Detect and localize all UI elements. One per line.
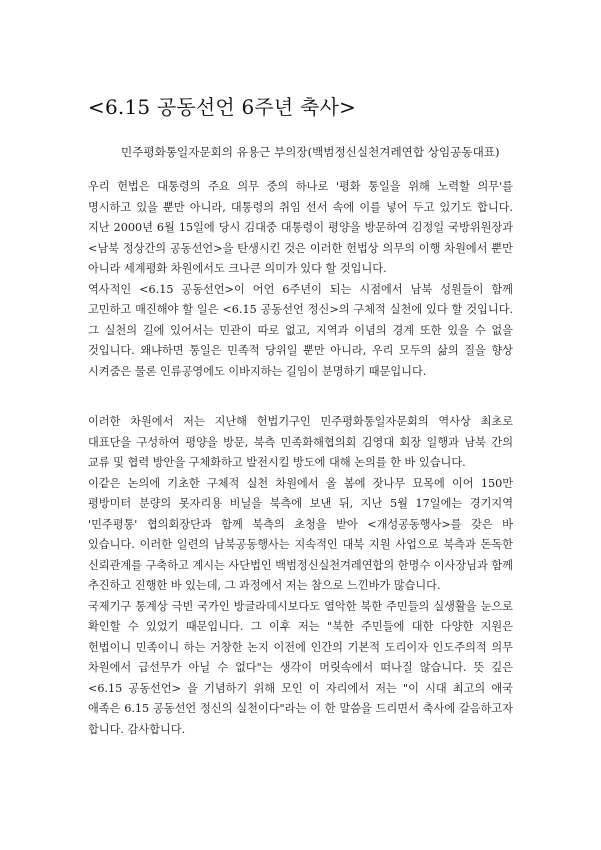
paragraph: 우리 헌법은 대통령의 주요 의무 중의 하나로 '평화 통일을 위해 노력할 의무'를 명시하고 있을 뿐만 아니라, 대통령의 취임 선서 속에 이를 넣어 두고 있기도 합니다. 지난 2000년 6월 15일에 당시 김대중 대통령이 평양을 방문하여 김정일 국방위원장과 <남북 정상간의 공동선언>을 탄생시킨 것은 이러한 헌법상 의무의 이행 차원에서 뿐만 아니라 세계평화 차원에서도 크나큰 의미가 있다 할 것입니다. [88,180,513,275]
paragraph: 이러한 차원에서 저는 지난해 헌법기구인 민주평화통일자문회의 역사상 최초로 대표단을 구성하여 평양을 방문, 북측 민족화해협의회 김영대 회장 일행과 남북 간의 교류 및 협력 방안을 구체화하고 발전시킬 방도에 대해 논의를 한 바 있습니다. [88,415,513,469]
paragraph: 이같은 논의에 기초한 구체적 실천 차원에서 올 봄에 잣나무 묘목에 이어 150만 평방미터 분량의 못자리용 비닐을 북측에 보낸 뒤, 지난 5월 17일에는 경기지역 '민주평통' 협의회장단과 함께 북측의 초청을 받아 <개성공동행사>를 갖은 바 있습니다. 이러한 일련의 남북공동행사는 지속적인 대북 지원 사업으로 북측과 돈독한 신뢰관계를 구축하고 계시는 사단법인 백범정신실천겨레연합의 한명수 이사장님과 함께 추진하고 진행한 바 있는데, 그 과정에서 저는 참으로 느낀바가 많습니다. [88,476,513,592]
document-title: <6.15 공동선언 6주년 축사> [88,95,357,119]
paragraph: 역사적인 <6.15 공동선언>이 어언 6주년이 되는 시점에서 남북 성원들이 함께 고민하고 매진해야 할 일은 <6.15 공동선언 정신>의 구체적 실천에 있다 할 것입니다. 그 실천의 길에 있어서는 민관이 따로 없고, 지역과 이념의 경계 또한 있을 수 없을 것입니다. 왜냐하면 통일은 민족적 당위일 뿐만 아니라, 우리 모두의 삶의 질을 향상 시켜줌은 물론 인류공영에도 이바지하는 길임이 분명하기 때문입니다. [88,282,513,378]
body-section-2 [88,412,513,740]
author-byline: 민주평화통일자문회의 유용근 부의장(백범정신실천겨레연합 상임공동대표) [121,145,500,159]
paragraph: 국제기구 통계상 극빈 국가인 방글라데시보다도 열악한 북한 주민들의 실생활을 눈으로 확인할 수 있었기 때문입니다. 그 이후 저는 "북한 주민들에 대한 다양한 지원은 헌법이니 민족이니 하는 거창한 논지 이전에 인간의 기본적 도리이자 인도주의적 의무 차원에서 급선무가 아닐 수 없다"는 생각이 머릿속에서 떠나질 않습니다. 뜻 깊은 <6.15 공동선언> 을 기념하기 위해 모인 이 자리에서 저는 "이 시대 최고의 애국 애족은 6.15 공동선언 정신의 실천이다"라는 이 한 말씀을 드리면서 축사에 갈음하고자 합니다. 감사합니다. [88,599,513,736]
body-section-1 [88,177,513,382]
